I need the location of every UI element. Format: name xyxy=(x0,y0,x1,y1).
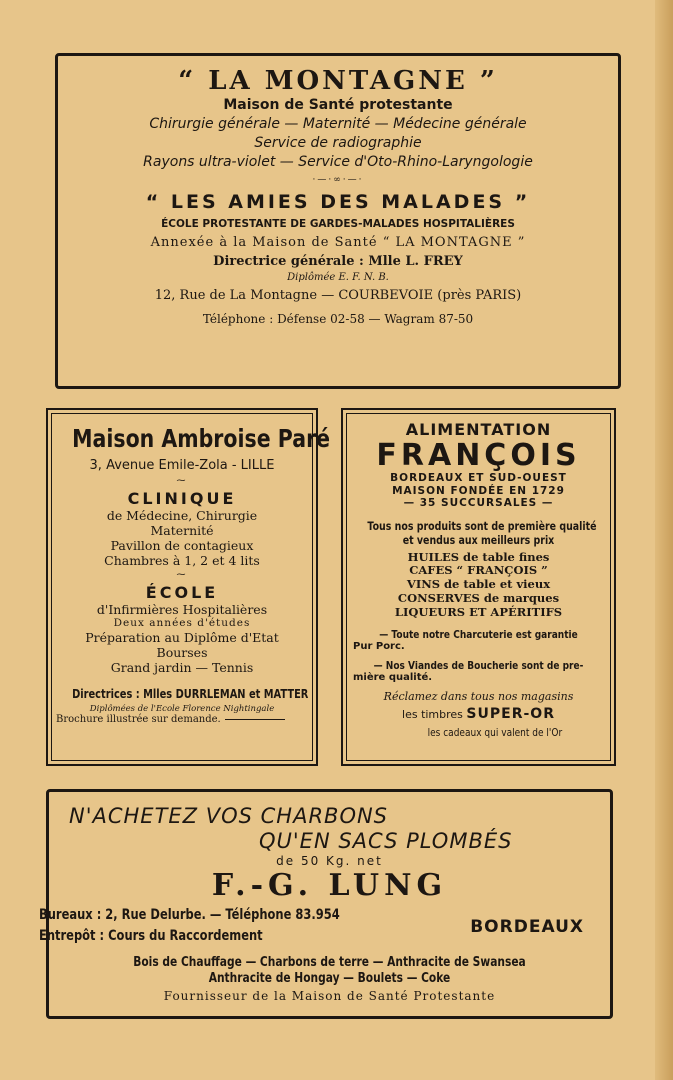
francois-founded: MAISON FONDÉE EN 1729 xyxy=(392,484,565,497)
francois-product-4: CONSERVES de marques xyxy=(397,590,560,605)
lung-ad xyxy=(39,789,613,1019)
francois-super-or: SUPER-OR xyxy=(466,706,555,723)
ambroise-address: 3, Avenue Emile-Zola - LILLE xyxy=(89,458,275,473)
francois-branches: — 35 SUCCURSALES — xyxy=(403,497,554,510)
montagne-title: “ LA MONTAGNE ” xyxy=(178,66,498,96)
amies-diplome: Diplômée E. F. N. B. xyxy=(287,271,389,283)
lung-products-2: Anthracite de Hongay — Boulets — Coke xyxy=(208,970,451,986)
ambroise-ecole-line-5: Grand jardin — Tennis xyxy=(110,659,254,675)
ambroise-ecole-line-2: Deux années d'études xyxy=(113,616,251,629)
francois-name: FRANÇOIS xyxy=(376,438,581,474)
ambroise-line-1: de Médecine, Chirurgie xyxy=(106,507,258,523)
lung-products-1: Bois de Chauffage — Charbons de terre — Anthracite de Swansea xyxy=(133,955,526,971)
lung-bureaux: Bureaux : 2, Rue Delurbe. — Téléphone 83.954 xyxy=(39,907,340,924)
amies-directrice: Directrice générale : Mlle L. FREY xyxy=(213,254,463,270)
lung-city: BORDEAUX xyxy=(470,917,584,938)
francois-branches-text: 35 SUCCURSALES xyxy=(419,497,538,510)
ambroise-ecole-line-3: Préparation au Diplôme d'Etat xyxy=(85,629,279,645)
montagne-subtitle: Maison de Santé protestante xyxy=(223,97,453,114)
francois-timbres-text: les timbres xyxy=(402,708,463,722)
amies-title: “ LES AMIES DES MALADES ” xyxy=(145,191,531,214)
amies-annexe: Annexée à la Maison de Santé “ LA MONTAGNE ” xyxy=(150,234,526,250)
montagne-phone: Téléphone : Défense 02-58 — Wagram 87-50 xyxy=(202,311,474,326)
ambroise-line-2: Maternité xyxy=(150,522,214,538)
ambroise-ornament-1: ⁓ xyxy=(176,475,188,486)
ambroise-rule xyxy=(225,719,285,720)
ambroise-ornament-2: ⁓ xyxy=(176,569,188,580)
francois-timbres xyxy=(343,706,614,723)
amies-ecole: ÉCOLE PROTESTANTE DE GARDES-MALADES HOSPITALIÈRES xyxy=(161,218,515,231)
lung-contact-row xyxy=(39,907,610,949)
lung-headline-3: de 50 Kg. net xyxy=(276,854,383,869)
ambroise-ecole: ÉCOLE xyxy=(145,582,219,602)
ambroise-title: Maison Ambroise Paré xyxy=(72,424,331,453)
ambroise-ecole-line-4: Bourses xyxy=(156,644,208,660)
lung-headline-1: N'ACHETEZ VOS CHARBONS xyxy=(69,804,389,828)
montagne-services-1: Chirurgie générale — Maternité — Médecine générale xyxy=(149,115,527,132)
ambroise-directrices: Directrices : Mlles DURRLEMAN et MATTER xyxy=(72,686,309,701)
francois-cadeaux: les cadeaux qui valent de l'Or xyxy=(427,725,563,739)
francois-product-5: LIQUEURS ET APÉRITIFS xyxy=(394,604,563,619)
montagne-ornament: ·—·∞·—· xyxy=(312,175,364,186)
francois-charcuterie-1: — Toute notre Charcuterie est garantie xyxy=(379,627,578,641)
lung-entrepot: Entrepôt : Cours du Raccordement xyxy=(39,928,263,945)
francois-quality-1: Tous nos produits sont de première qualité xyxy=(367,518,597,533)
lung-headline-2: QU'EN SACS PLOMBÉS xyxy=(259,829,513,854)
montagne-services-3: Rayons ultra-violet — Service d'Oto-Rhino-Laryngologie xyxy=(143,153,533,170)
ambroise-brochure xyxy=(48,714,316,726)
ambroise-line-4: Chambres à 1, 2 et 4 lits xyxy=(104,552,260,568)
ambroise-ecole-line-1: d'Infirmières Hospitalières xyxy=(96,601,268,617)
francois-reclamez: Réclamez dans tous nos magasins xyxy=(383,689,574,703)
lung-name: F.-G. LUNG xyxy=(211,867,448,903)
montagne-services-2: Service de radiographie xyxy=(254,134,422,151)
francois-region: BORDEAUX ET SUD-OUEST xyxy=(390,472,567,485)
lung-fournisseur: Fournisseur de la Maison de Santé Protestante xyxy=(163,989,496,1004)
ambroise-brochure-text: Brochure illustrée sur demande. xyxy=(56,714,221,726)
montagne-address: 12, Rue de La Montagne — COURBEVOIE (près PARIS) xyxy=(154,287,522,303)
francois-product-3: VINS de table et vieux xyxy=(406,577,551,592)
ambroise-line-3: Pavillon de contagieux xyxy=(110,537,254,553)
francois-ad xyxy=(341,408,616,766)
francois-viandes-1: — Nos Viandes de Boucherie sont de pre- xyxy=(373,658,584,672)
francois-product-1: HUILES de table fines xyxy=(407,549,550,564)
francois-product-2: CAFES “ FRANÇOIS ” xyxy=(409,563,548,578)
ambroise-ad xyxy=(46,408,331,766)
ambroise-clinique: CLINIQUE xyxy=(127,488,237,508)
francois-header: ALIMENTATION xyxy=(405,420,552,439)
francois-charcuterie-2: Pur Porc. xyxy=(353,640,405,652)
francois-quality-2: et vendus aux meilleurs prix xyxy=(402,532,555,547)
ambroise-diplomees: Diplômées de l'Ecole Florence Nightingale xyxy=(89,703,275,714)
montagne-ad xyxy=(55,53,621,389)
francois-viandes-2: mière qualité. xyxy=(353,671,433,683)
page-edge xyxy=(655,0,673,1080)
